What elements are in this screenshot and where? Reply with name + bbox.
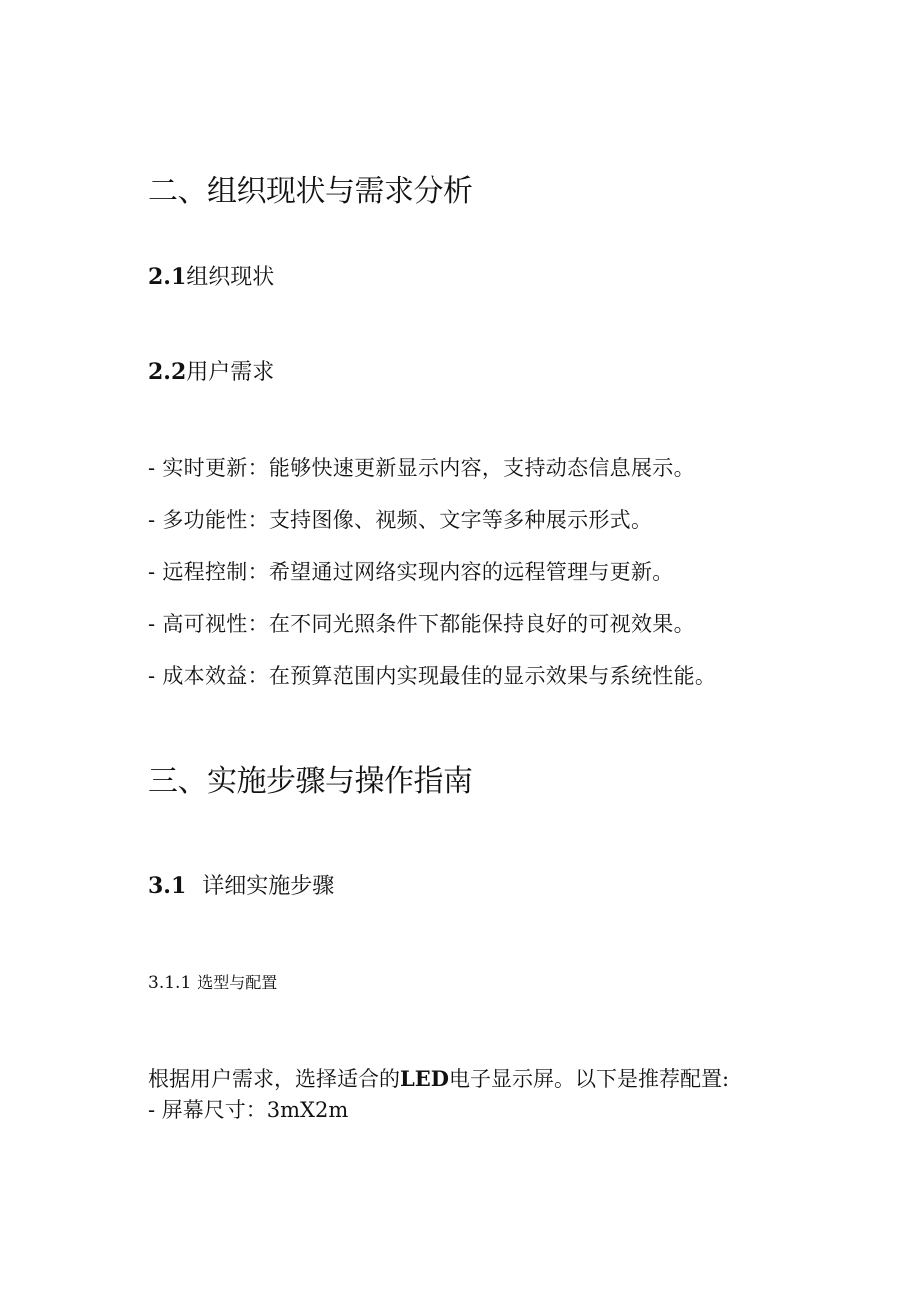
intro-paragraph [148,1064,729,1094]
subsection-2-2-title: 用户需求 [186,360,275,385]
subsection-2-1-title: 组织现状 [186,265,275,290]
subsubsection-3-1-1-number: 3.1.1 [148,973,192,993]
subsection-2-2-number: 2.2 [148,359,187,385]
section-2-heading: 二、组织现状与需求分析 [148,174,473,209]
subsubsection-3-1-1-heading [148,971,277,995]
requirement-item: - 实时更新：能够快速更新显示内容，支持动态信息展示。 [148,456,695,480]
requirement-item: - 多功能性：支持图像、视频、文字等多种展示形式。 [148,508,653,532]
subsection-3-1-title: 详细实施步骤 [202,874,335,899]
requirement-item: - 远程控制：希望通过网络实现内容的远程管理与更新。 [148,560,674,584]
subsubsection-3-1-1-title: 选型与配置 [197,973,278,992]
requirement-item: - 高可视性：在不同光照条件下都能保持良好的可视效果。 [148,612,695,636]
intro-text-start: 根据用户需求，选择适合的 [148,1067,400,1091]
subsection-2-1-heading [148,262,274,293]
requirement-item: - 成本效益：在预算范围内实现最佳的显示效果与系统性能。 [148,664,717,688]
subsection-3-1-number: 3.1 [148,873,187,899]
subsection-3-1-heading [148,871,334,902]
subsection-2-1-number: 2.1 [148,264,187,290]
intro-text-end: 电子显示屏。以下是推荐配置: [448,1067,730,1091]
subsection-2-2-heading [148,357,274,388]
intro-text-led: LED [400,1066,449,1091]
section-3-heading: 三、实施步骤与操作指南 [148,764,473,799]
config-item-screen-size: - 屏幕尺寸：3mX2m [148,1098,349,1122]
